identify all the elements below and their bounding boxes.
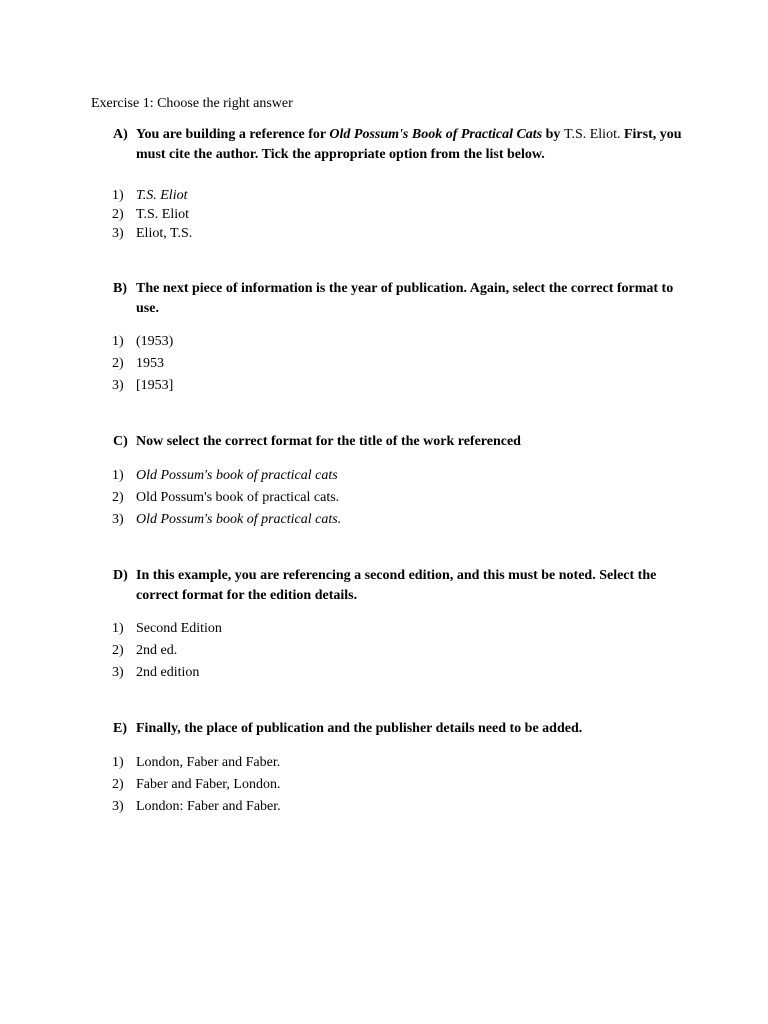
option-item[interactable]: [112, 187, 192, 206]
option-number: 1): [112, 468, 124, 483]
exercise-title: Exercise 1: Choose the right answer: [91, 96, 293, 111]
option-number: 3): [112, 799, 124, 814]
option-item[interactable]: [112, 225, 192, 244]
option-number: 2): [112, 356, 124, 371]
option-number: 2): [112, 207, 124, 222]
option-number: 1): [112, 755, 124, 770]
option-item[interactable]: [112, 664, 222, 686]
question-letter: B): [113, 281, 127, 296]
question-a: [113, 125, 693, 165]
option-text: 2nd edition: [136, 665, 200, 680]
option-item[interactable]: [112, 754, 281, 776]
option-item[interactable]: [112, 489, 341, 511]
question-b-text: The next piece of information is the year of publication. Again, select the correct format to use.: [136, 281, 674, 316]
question-d-text: In this example, you are referencing a second edition, and this must be noted. Select the correct format for the edition details.: [136, 568, 657, 603]
option-number: 3): [112, 226, 124, 241]
question-b-options: [112, 333, 173, 399]
option-text: London: Faber and Faber.: [136, 799, 281, 814]
option-text: Second Edition: [136, 621, 222, 636]
option-text: London, Faber and Faber.: [136, 755, 281, 770]
option-text: (1953): [136, 334, 174, 349]
option-number: 3): [112, 378, 124, 393]
option-text: [1953]: [136, 378, 174, 393]
question-a-options: [112, 187, 192, 244]
question-letter: E): [113, 721, 127, 736]
question-a-text-start: You are building a reference for: [136, 127, 330, 142]
question-a-text-end: First, you must cite the author. Tick the appropriate option from the list below.: [136, 127, 682, 162]
author-name: T.S. Eliot.: [563, 127, 621, 142]
question-e-options: [112, 754, 281, 820]
question-e-prompt: [113, 719, 693, 739]
option-number: 1): [112, 621, 124, 636]
option-text: Eliot, T.S.: [136, 226, 193, 241]
question-d-prompt: [113, 566, 693, 606]
option-item[interactable]: [112, 333, 173, 355]
option-number: 3): [112, 665, 124, 680]
question-b-prompt: [113, 279, 693, 319]
question-letter: C): [113, 434, 128, 449]
question-e-text: Finally, the place of publication and the publisher details need to be added.: [136, 721, 583, 736]
option-item[interactable]: [112, 377, 173, 399]
question-c: [113, 432, 693, 452]
option-item[interactable]: [112, 776, 281, 798]
option-item[interactable]: [112, 206, 192, 225]
option-number: 2): [112, 490, 124, 505]
option-text: Old Possum's book of practical cats: [136, 468, 338, 483]
option-text: T.S. Eliot: [136, 207, 190, 222]
option-number: 2): [112, 643, 124, 658]
option-text: 2nd ed.: [136, 643, 178, 658]
option-text: Old Possum's book of practical cats.: [136, 512, 342, 527]
question-letter: D): [113, 568, 128, 583]
option-text: T.S. Eliot: [136, 188, 188, 203]
option-item[interactable]: [112, 467, 341, 489]
option-number: 2): [112, 777, 124, 792]
question-c-text: Now select the correct format for the title of the work referenced: [136, 434, 521, 449]
question-b: [113, 279, 693, 319]
question-a-text-by: by: [542, 127, 564, 142]
option-text: Faber and Faber, London.: [136, 777, 281, 792]
question-letter: A): [113, 127, 128, 142]
option-item[interactable]: [112, 355, 173, 377]
question-d: [113, 566, 693, 606]
question-c-prompt: [113, 432, 693, 452]
option-number: 3): [112, 512, 124, 527]
option-number: 1): [112, 334, 124, 349]
option-item[interactable]: [112, 511, 341, 533]
option-text: 1953: [136, 356, 164, 371]
option-item[interactable]: [112, 620, 222, 642]
question-e: [113, 719, 693, 739]
option-item[interactable]: [112, 798, 281, 820]
option-number: 1): [112, 188, 124, 203]
question-a-prompt: [113, 125, 693, 165]
question-c-options: [112, 467, 341, 533]
question-d-options: [112, 620, 222, 686]
book-title-italic: Old Possum's Book of Practical Cats: [329, 127, 543, 142]
option-item[interactable]: [112, 642, 222, 664]
option-text: Old Possum's book of practical cats.: [136, 490, 340, 505]
